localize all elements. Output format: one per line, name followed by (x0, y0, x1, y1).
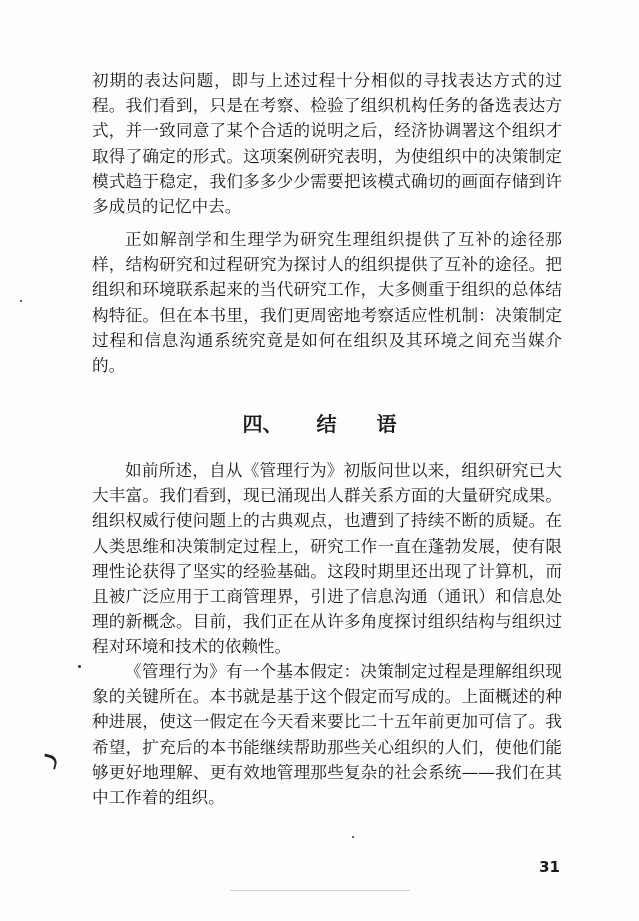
scan-speck (78, 665, 81, 668)
section-title-char-2: 语 (376, 412, 397, 436)
section-number: 四、 (242, 412, 283, 436)
page-number: 31 (539, 858, 560, 876)
paragraph-text: 《管理行为》有一个基本假定：决策制定过程是理解组织现象的关键所在。本书就是基于这个假定而写成的。上面概述的种种进展，使这一假定在今天看来要比二十五年前更加可信了。我希望，扩充后的本书能继续帮助那些关心组织的人们，使他们能够更好地理解、更有效地管理那些复杂的社会系统——我们在其中工作着的组织。 (92, 662, 562, 808)
scan-speck (352, 836, 354, 838)
section-heading (0, 408, 639, 437)
paragraph-conclusion-intro (92, 458, 562, 660)
paragraph-text: 正如解剖学和生理学为研究生理组织提供了互补的途径那样，结构研究和过程研究为探讨人的组织提供了互补的途径。把组织和环境联系起来的当代研究工作，大多侧重于组织的总体结构特征。但在本书里，我们更周密地考察适应性机制：决策制定过程和信息沟通系统究竟是如何在组织及其环境之间充当媒介的。 (92, 230, 562, 376)
scan-speck (20, 300, 22, 302)
paragraph-text: 初期的表达问题，即与上述过程十分相似的寻找表达方式的过程。我们看到，只是在考察、检验了组织机构任务的备选表达方式，并一致同意了某个合适的说明之后，经济协调署这个组织才取得了确定的形式。这项案例研究表明，为使组织中的决策制定模式趋于稳定，我们多多少少需要把该模式确切的画面存储到许多成员的记忆中去。 (92, 71, 562, 217)
paragraph-conclusion-final (92, 659, 562, 810)
scan-artifact-line (230, 890, 410, 891)
paragraph-text: 如前所述，自从《管理行为》初版问世以来，组织研究已大大丰富。我们看到，现已涌现出人群关系方面的大量研究成果。组织权威行使问题上的古典观点，也遭到了持续不断的质疑。在人类思维和决策制定过程上，研究工作一直在蓬勃发展，使有限理性论获得了坚实的经验基础。这段时期里还出现了计算机，而且被广泛应用于工商管理界，引进了信息沟通（通讯）和信息处理的新概念。目前，我们正在从许多角度探讨组织结构与组织过程对环境和技术的依赖性。 (92, 461, 562, 657)
section-title-char-1: 结 (316, 412, 337, 436)
paragraph-anatomy-analogy (92, 227, 562, 378)
paragraph-continuation (92, 68, 562, 219)
scan-artifact-mark (42, 753, 59, 769)
